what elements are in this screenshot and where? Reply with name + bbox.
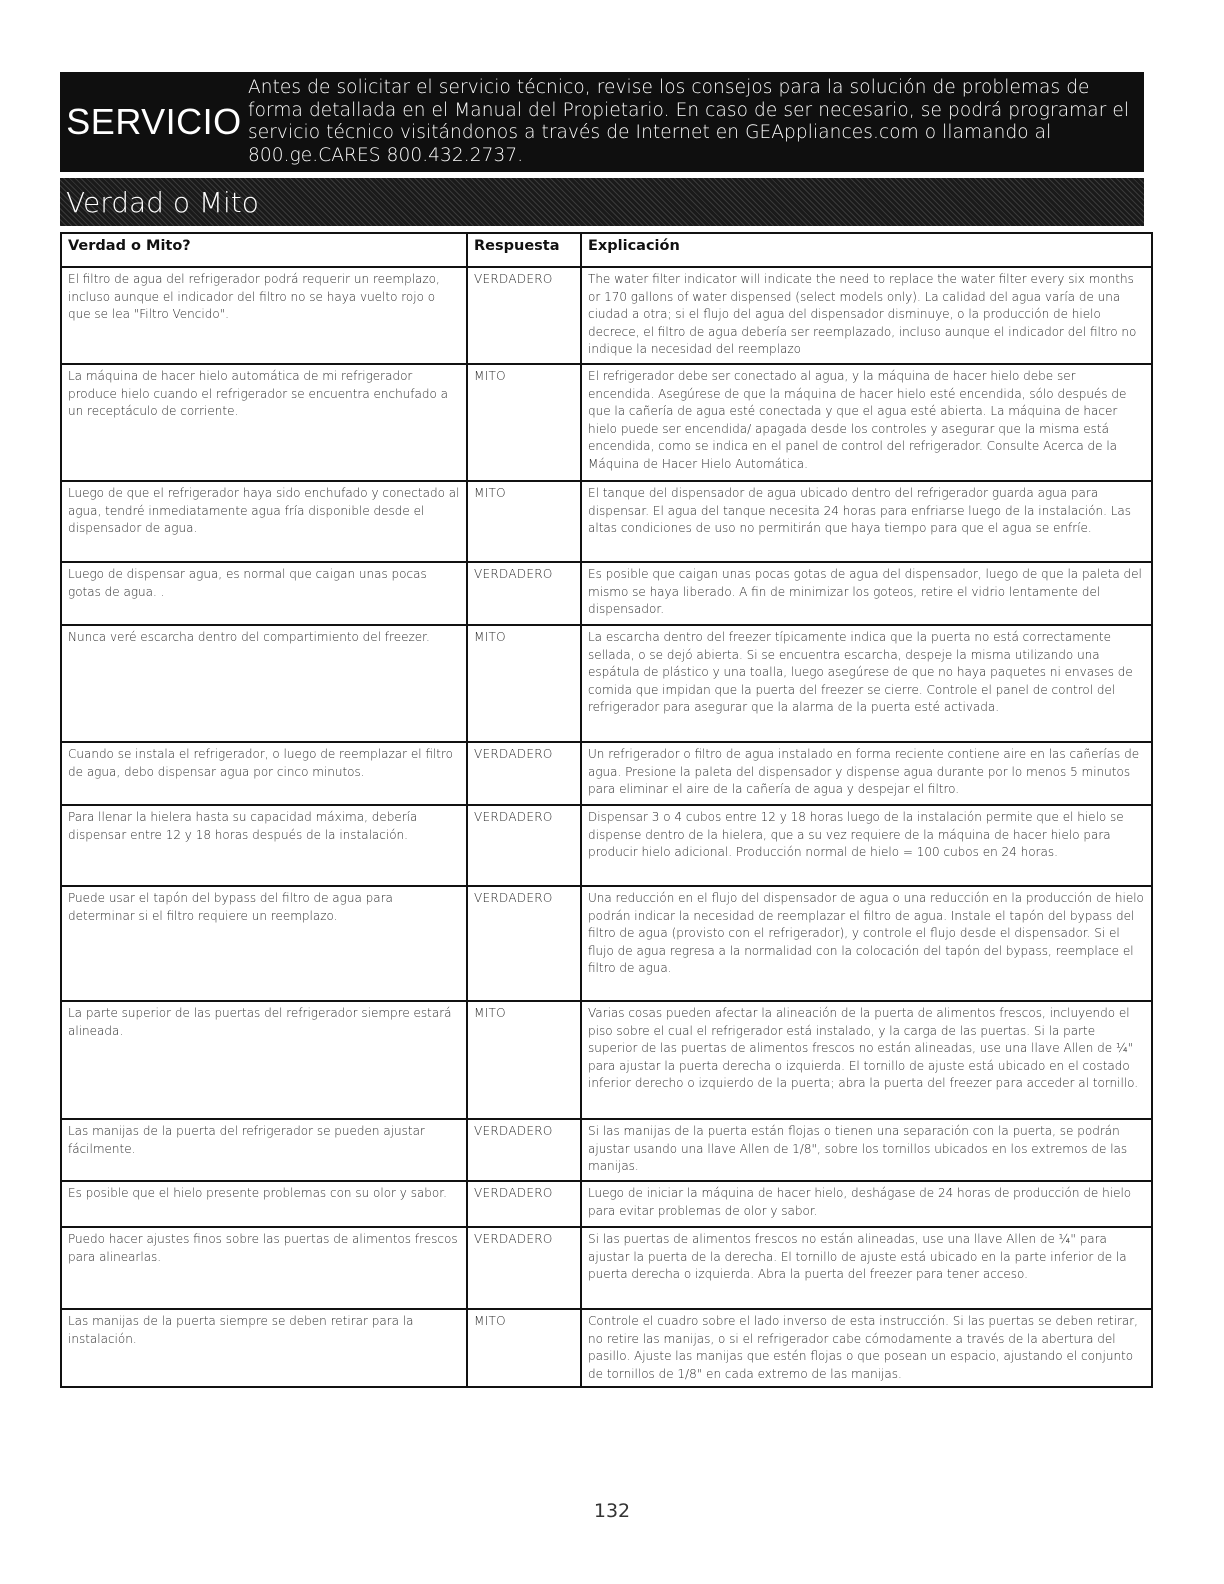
row-explanation: The water filter indicator will indicate the need to replace the water filter every six months or 170 gallons of water dispensed (select models only). La calidad del agua varía de una ciudad a otra; si el flujo del agua del dispensador disminuye, o la producción de hielo decrece, el filtro de agua debería ser reemplazado, incluso aunque el indicador del filtro no indique la necesidad del reemplazo bbox=[581, 267, 1152, 364]
row-answer: VERDADERO bbox=[467, 886, 581, 1001]
header-explanation: Explicación bbox=[581, 233, 1152, 267]
table-row bbox=[61, 1181, 1152, 1227]
header-statement: Verdad o Mito? bbox=[61, 233, 467, 267]
table-row bbox=[61, 562, 1152, 625]
row-answer: VERDADERO bbox=[467, 742, 581, 805]
table-row bbox=[61, 364, 1152, 481]
row-explanation: El tanque del dispensador de agua ubicado dentro del refrigerador guarda agua para dispensar. El agua del tanque necesita 24 horas para enfriarse luego de la instalación. Las altas condiciones de uso no permitirán que haya tiempo para que el agua se enfríe. bbox=[581, 481, 1152, 562]
row-explanation: Si las manijas de la puerta están flojas o tienen una separación con la puerta, se podrán ajustar usando una llave Allen de 1/8", sobre los tornillos ubicados en los extremos de las manijas. bbox=[581, 1119, 1152, 1181]
section-header bbox=[60, 178, 1144, 226]
row-explanation: Si las puertas de alimentos frescos no están alineadas, use una llave Allen de ¼" para ajustar la puerta de la derecha. El tornillo de ajuste está ubicado en la parte inferior de la puerta derecha o izquierda. Abra la puerta del freezer para tener acceso. bbox=[581, 1227, 1152, 1309]
row-statement: Las manijas de la puerta del refrigerador se pueden ajustar fácilmente. bbox=[61, 1119, 467, 1181]
table-row bbox=[61, 625, 1152, 742]
row-answer: VERDADERO bbox=[467, 267, 581, 364]
row-statement: Es posible que el hielo presente problemas con su olor y sabor. bbox=[61, 1181, 467, 1227]
row-answer: MITO bbox=[467, 625, 581, 742]
table-row bbox=[61, 1001, 1152, 1119]
table-row bbox=[61, 481, 1152, 562]
row-statement: Cuando se instala el refrigerador, o luego de reemplazar el filtro de agua, debo dispensar agua por cinco minutos. bbox=[61, 742, 467, 805]
table-row bbox=[61, 1227, 1152, 1309]
row-statement: Las manijas de la puerta siempre se deben retirar para la instalación. bbox=[61, 1309, 467, 1387]
row-statement: Nunca veré escarcha dentro del compartimiento del freezer. bbox=[61, 625, 467, 742]
row-answer: MITO bbox=[467, 1001, 581, 1119]
row-explanation: Es posible que caigan unas pocas gotas de agua del dispensador, luego de que la paleta del mismo se haya liberado. A fin de minimizar los goteos, retire el vidrio lentamente del dispensador. bbox=[581, 562, 1152, 625]
table-row bbox=[61, 1309, 1152, 1387]
row-statement: La parte superior de las puertas del refrigerador siempre estará alineada. bbox=[61, 1001, 467, 1119]
row-statement: La máquina de hacer hielo automática de mi refrigerador produce hielo cuando el refrigerador se encuentra enchufado a un receptáculo de corriente. bbox=[61, 364, 467, 481]
row-explanation: Una reducción en el flujo del dispensador de agua o una reducción en la producción de hielo podrán indicar la necesidad de reemplazar el filtro de agua. Instale el tapón del bypass del filtro de agua (provisto con el refrigerador), y controle el flujo desde el dispensador. Si el flujo de agua regresa a la normalidad con la colocación del tapón del bypass, reemplace el filtro de agua. bbox=[581, 886, 1152, 1001]
row-answer: MITO bbox=[467, 481, 581, 562]
row-answer: VERDADERO bbox=[467, 562, 581, 625]
row-answer: VERDADERO bbox=[467, 805, 581, 886]
row-statement: Luego de que el refrigerador haya sido enchufado y conectado al agua, tendré inmediatamente agua fría disponible desde el dispensador de agua. bbox=[61, 481, 467, 562]
row-answer: VERDADERO bbox=[467, 1227, 581, 1309]
row-statement: El filtro de agua del refrigerador podrá requerir un reemplazo, incluso aunque el indicador del filtro no se haya vuelto rojo o que se lea "Filtro Vencido". bbox=[61, 267, 467, 364]
row-statement: Para llenar la hielera hasta su capacidad máxima, debería dispensar entre 12 y 18 horas después de la instalación. bbox=[61, 805, 467, 886]
row-statement: Luego de dispensar agua, es normal que caigan unas pocas gotas de agua. . bbox=[61, 562, 467, 625]
truth-myth-table bbox=[60, 232, 1153, 1388]
row-answer: MITO bbox=[467, 364, 581, 481]
row-explanation: Controle el cuadro sobre el lado inverso de esta instrucción. Si las puertas se deben retirar, no retire las manijas, o si el refrigerador cabe cómodamente a través de la abertura del pasillo. Ajuste las manijas que estén flojas o que posean un espacio, ajustando el conjunto de tornillos de 1/8" en cada extremo de las manijas. bbox=[581, 1309, 1152, 1387]
row-explanation: Un refrigerador o filtro de agua instalado en forma reciente contiene aire en las cañerías de agua. Presione la paleta del dispensador y dispense agua durante por lo menos 5 minutos para eliminar el aire de la cañería de agua y despejar el filtro. bbox=[581, 742, 1152, 805]
row-explanation: Luego de iniciar la máquina de hacer hielo, deshágase de 24 horas de producción de hielo para evitar problemas de olor y sabor. bbox=[581, 1181, 1152, 1227]
row-answer: VERDADERO bbox=[467, 1181, 581, 1227]
header-answer: Respuesta bbox=[467, 233, 581, 267]
table-row bbox=[61, 742, 1152, 805]
row-statement: Puedo hacer ajustes finos sobre las puertas de alimentos frescos para alinearlas. bbox=[61, 1227, 467, 1309]
service-title: SERVICIO bbox=[66, 101, 242, 142]
row-explanation: Varias cosas pueden afectar la alineación de la puerta de alimentos frescos, incluyendo el piso sobre el cual el refrigerador está instalado, y la carga de las puertas. Si la parte superior de las puertas de alimentos frescos no están alineadas, use una llave Allen de ¼" para ajustar la puerta derecha o izquierda. El tornillo de ajuste está ubicado en el costado inferior derecho o izquierdo de la puerta; abra la puerta del freezer para acceder al tornillo. bbox=[581, 1001, 1152, 1119]
row-statement: Puede usar el tapón del bypass del filtro de agua para determinar si el filtro requiere un reemplazo. bbox=[61, 886, 467, 1001]
table-row bbox=[61, 805, 1152, 886]
section-title: Verdad o Mito bbox=[66, 185, 259, 219]
table-row bbox=[61, 886, 1152, 1001]
row-explanation: El refrigerador debe ser conectado al agua, y la máquina de hacer hielo debe ser encendida. Asegúrese de que la máquina de hacer hielo esté encendida, sólo después de que la cañería de agua esté conectada y que el agua esté abierta. La máquina de hacer hielo puede ser encendida/ apagada desde los controles y asegurar que la misma está encendida, como se indica en el panel de control del refrigerador. Consulte Acerca de la Máquina de Hacer Hielo Automática. bbox=[581, 364, 1152, 481]
row-answer: VERDADERO bbox=[467, 1119, 581, 1181]
row-answer: MITO bbox=[467, 1309, 581, 1387]
row-explanation: La escarcha dentro del freezer típicamente indica que la puerta no está correctamente sellada, o se dejó abierta. Si se encuentra escarcha, despeje la misma utilizando una espátula de plástico y una toalla, luego asegúrese de que no haya paquetes ni envases de comida que impidan que la puerta del freezer se cierre. Controle el panel de control del refrigerador para asegurar que la alarma de la puerta esté activada. bbox=[581, 625, 1152, 742]
row-explanation: Dispensar 3 o 4 cubos entre 12 y 18 horas luego de la instalación permite que el hielo se dispense dentro de la hielera, que a su vez requiere de la máquina de hacer hielo para producir hielo adicional. Producción normal de hielo = 100 cubos en 24 horas. bbox=[581, 805, 1152, 886]
table-row bbox=[61, 1119, 1152, 1181]
page-number: 132 bbox=[593, 1500, 631, 1522]
service-banner bbox=[60, 72, 1144, 172]
table-row bbox=[61, 267, 1152, 364]
table-header-row bbox=[61, 233, 1152, 267]
service-text: Antes de solicitar el servicio técnico, revise los consejos para la solución de problemas de forma detallada en el Manual del Propietario. En caso de ser necesario, se podrá programar el servicio técnico visitándonos a través de Internet en GEAppliances.com o llamando al 800.ge.CARES 800.432.2737. bbox=[248, 77, 1130, 166]
